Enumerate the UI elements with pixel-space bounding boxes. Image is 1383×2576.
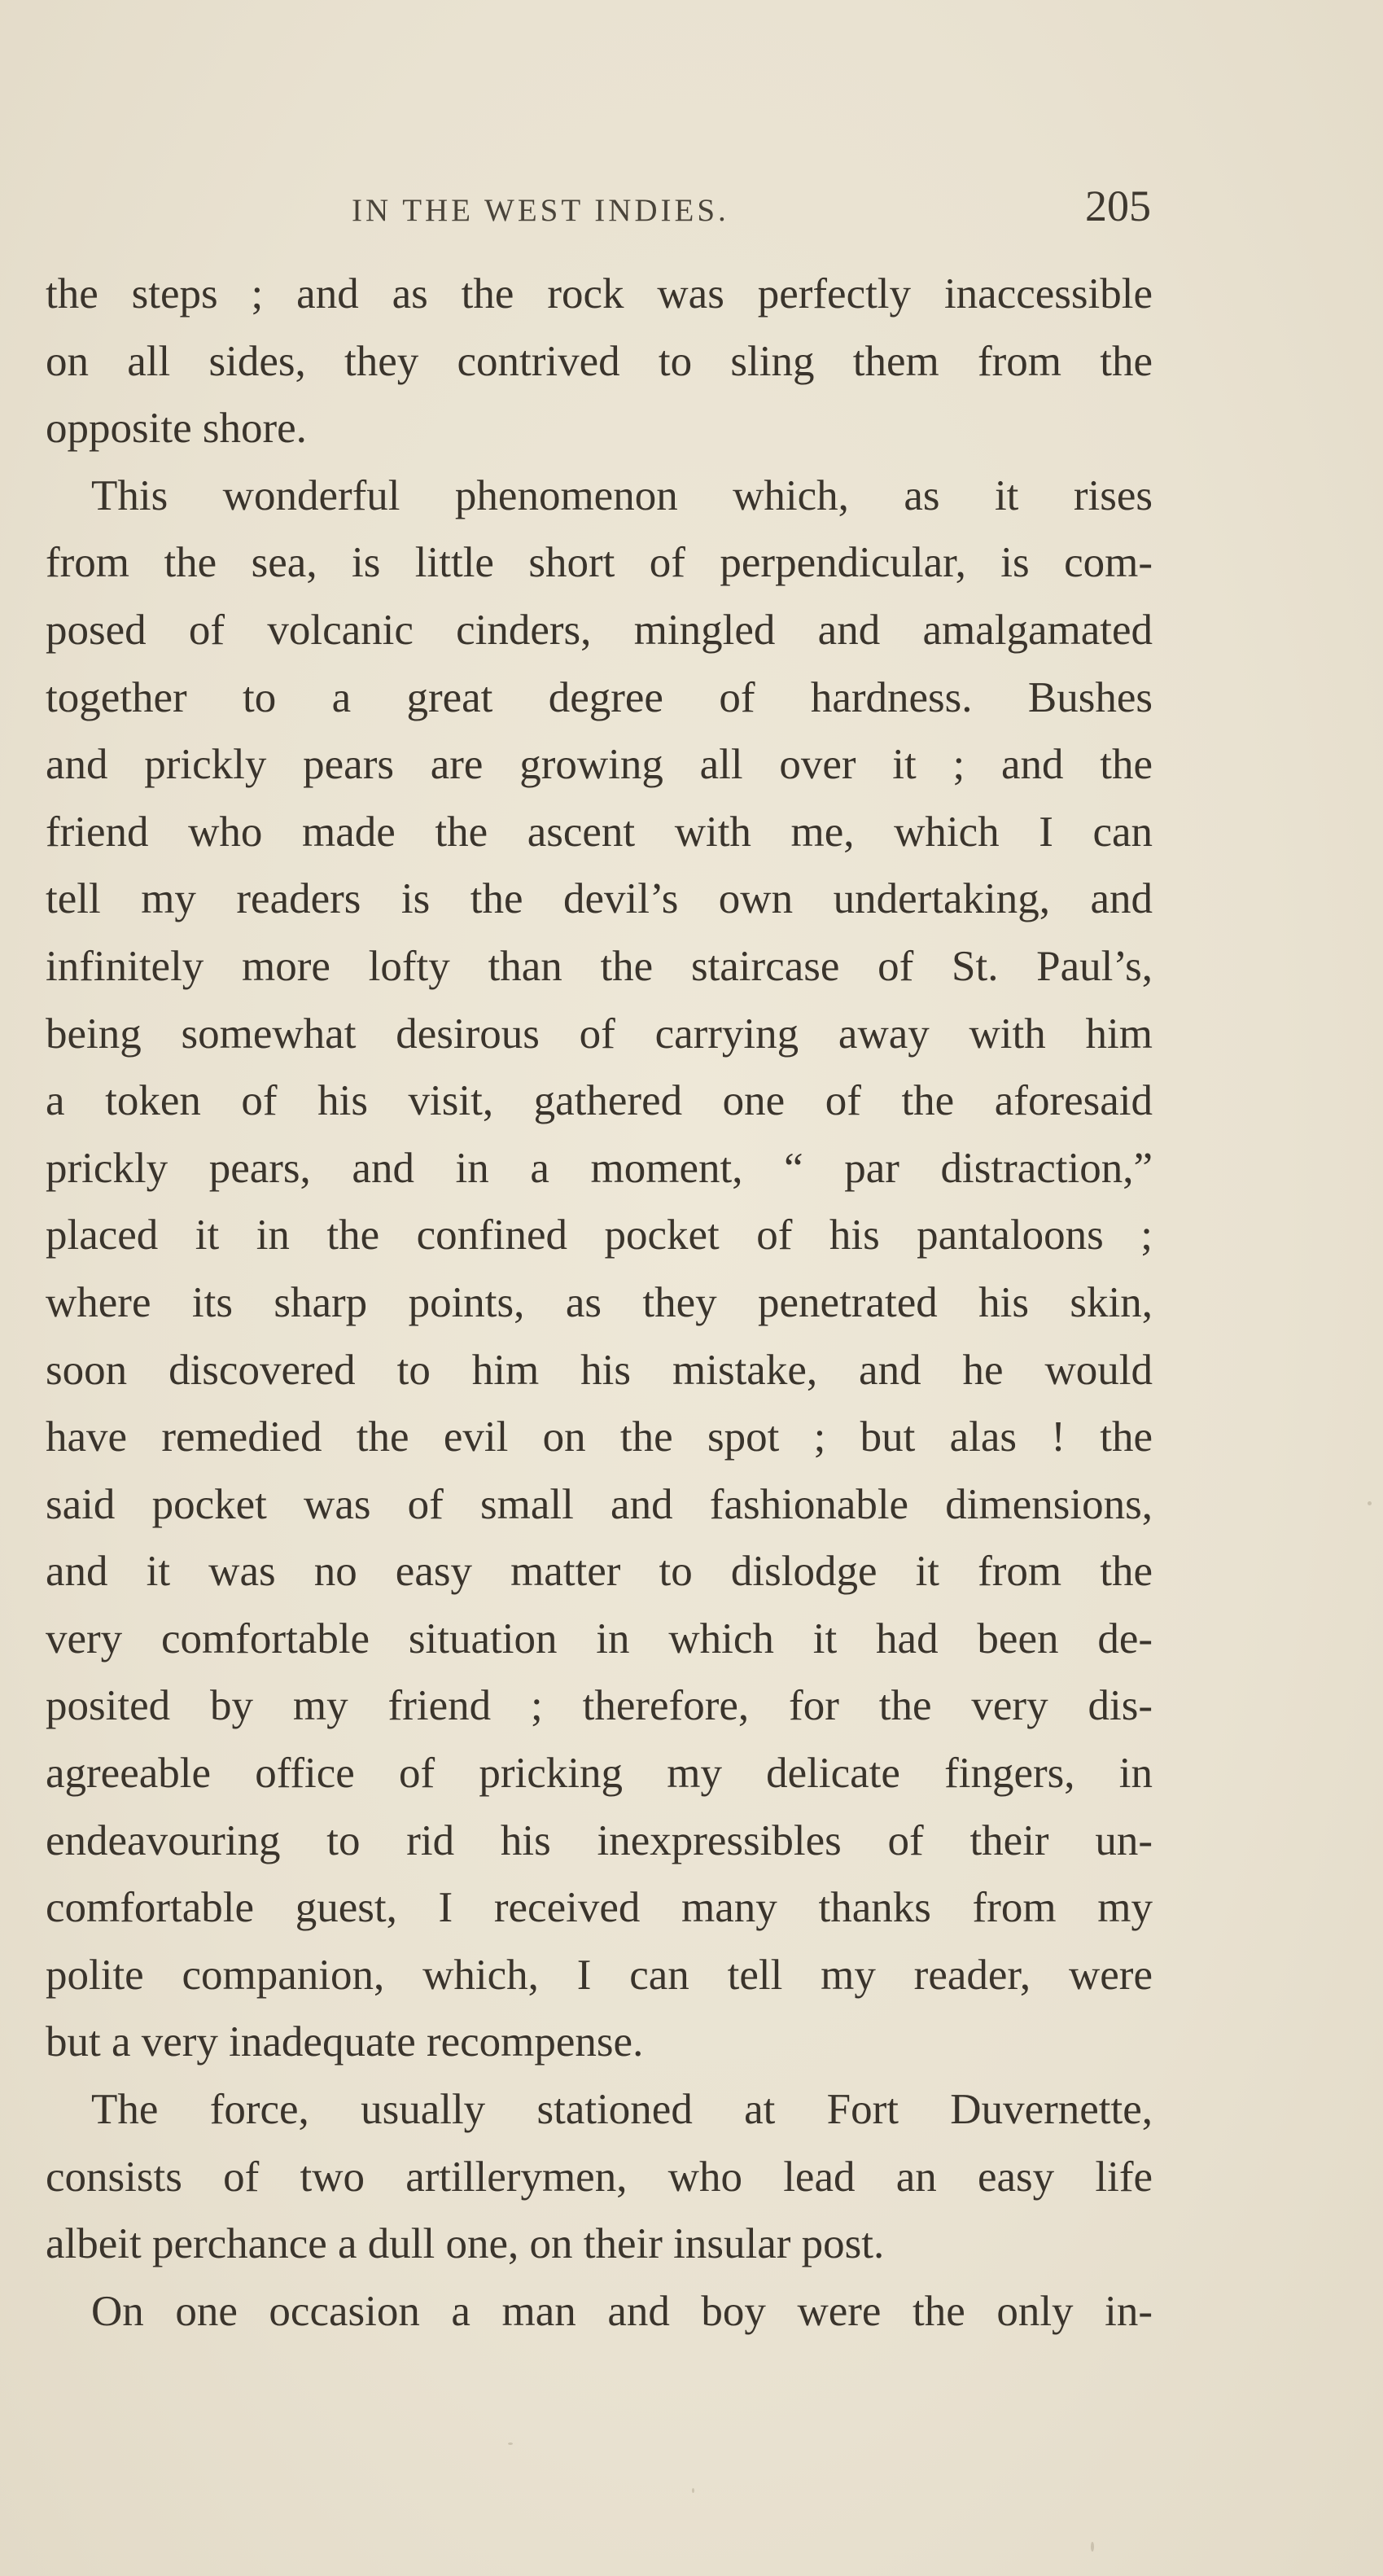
running-head: IN THE WEST INDIES. — [352, 193, 729, 228]
text-line: together to a great degree of hardness. Bushes — [46, 673, 1153, 721]
text-line: endeavouring to rid his inexpressibles of their un- — [46, 1816, 1153, 1864]
paper-speck — [692, 2488, 694, 2493]
text-line: and prickly pears are growing all over it ; and the — [46, 741, 1153, 789]
text-line: a token of his visit, gathered one of the aforesaid — [46, 1077, 1153, 1125]
text-line: from the sea, is little short of perpendicular, is com- — [46, 539, 1153, 587]
text-line: but a very inadequate recompense. — [46, 2018, 644, 2066]
text-line: and it was no easy matter to dislodge it from the — [46, 1548, 1153, 1596]
text-line: On one occasion a man and boy were the only in- — [91, 2287, 1153, 2335]
paper-speck — [1368, 1501, 1372, 1505]
text-line: polite companion, which, I can tell my reader, were — [46, 1951, 1153, 1999]
text-line: very comfortable situation in which it had been de- — [46, 1614, 1153, 1663]
text-line: prickly pears, and in a moment, “ par distraction,” — [46, 1144, 1153, 1192]
text-line: consists of two artillerymen, who lead an easy life — [46, 2153, 1153, 2201]
text-line: posited by my friend ; therefore, for the very dis- — [46, 1682, 1153, 1730]
text-line: where its sharp points, as they penetrated his skin, — [46, 1278, 1153, 1326]
text-line: placed it in the confined pocket of his pantaloons ; — [46, 1211, 1153, 1260]
text-line: opposite shore. — [46, 405, 307, 453]
text-line: posed of volcanic cinders, mingled and amalgamated — [46, 606, 1153, 654]
text-line: the steps ; and as the rock was perfectly inaccessible — [46, 270, 1153, 318]
text-line: agreeable office of pricking my delicate fingers, in — [46, 1750, 1153, 1798]
paper-speck — [1091, 2542, 1094, 2552]
text-line: This wonderful phenomenon which, as it rises — [91, 471, 1153, 519]
page-number: 205 — [1085, 182, 1151, 230]
page-header — [49, 181, 1151, 238]
text-line: said pocket was of small and fashionable dimensions, — [46, 1480, 1153, 1528]
text-line: friend who made the ascent with me, which I can — [46, 808, 1153, 856]
body-text — [46, 261, 1153, 2345]
text-line: albeit perchance a dull one, on their insular post. — [46, 2220, 885, 2268]
text-line: tell my readers is the devil’s own undertaking, and — [46, 875, 1153, 923]
text-line: infinitely more lofty than the staircase of St. Paul’s, — [46, 942, 1153, 990]
text-line: on all sides, they contrived to sling them from the — [46, 337, 1153, 385]
text-line: have remedied the evil on the spot ; but alas ! the — [46, 1413, 1153, 1461]
text-line: comfortable guest, I received many thanks from my — [46, 1884, 1153, 1932]
text-line: soon discovered to him his mistake, and he would — [46, 1346, 1153, 1394]
text-line: The force, usually stationed at Fort Duvernette, — [91, 2086, 1153, 2134]
paper-speck — [508, 2442, 513, 2445]
text-line: being somewhat desirous of carrying away with him — [46, 1010, 1153, 1058]
